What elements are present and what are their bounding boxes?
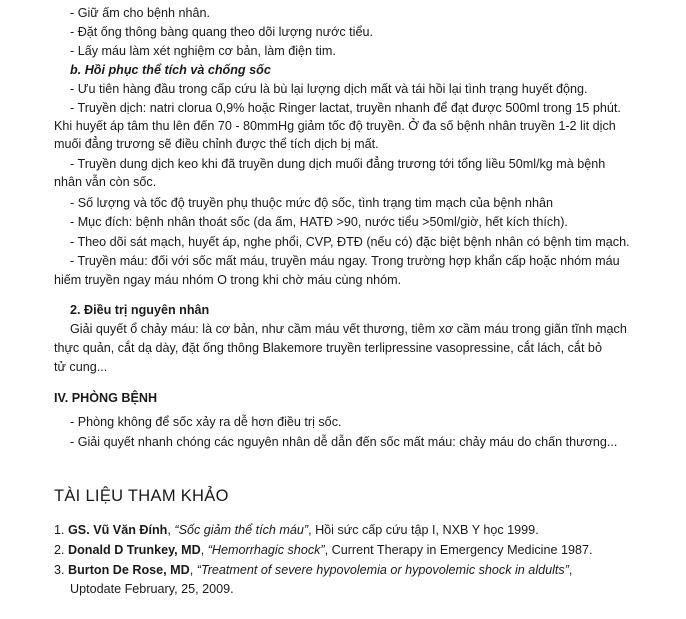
reference-number: 1.	[54, 523, 65, 537]
para-cause-line2: thực quản, cắt dạ dày, đặt ống thông Blakemore truyền terlipressine vasopressine, cắt lách, cắt bỏ	[54, 341, 602, 355]
reference-source: , Current Therapy in Emergency Medicine 1987.	[324, 543, 593, 557]
para-colloid-line2: nhân vẫn còn sốc.	[54, 175, 157, 189]
reference-item-3-line2: Uptodate February, 25, 2009.	[70, 582, 234, 596]
para-colloid-line1: - Truyền dung dịch keo khi đã truyền dung dịch muối đẳng trương tới tổng liều 50ml/kg mà bệnh	[70, 157, 606, 171]
reference-author: Donald D Trunkey, MD	[68, 543, 201, 557]
reference-separator: ,	[167, 523, 175, 537]
reference-separator: ,	[200, 543, 208, 557]
reference-item-3	[54, 563, 572, 578]
heading-section-b: b. Hồi phục thể tích và chống sốc	[70, 63, 271, 77]
reference-author: GS. Vũ Văn Đính	[68, 523, 168, 537]
bullet-blood-test: - Lấy máu làm xét nghiệm cơ bản, làm điện tim.	[70, 44, 336, 58]
para-infusion-line3: muối đẳng trương sẽ điều chỉnh được thể tích dịch bị mất.	[54, 137, 379, 151]
reference-title: “Hemorrhagic shock”	[207, 543, 325, 557]
bullet-keep-warm: - Giữ ấm cho bệnh nhân.	[70, 6, 211, 20]
reference-title: “Treatment of severe hypovolemia or hypovolemic shock in aldults”	[196, 563, 569, 577]
para-goal: - Mục đích: bệnh nhân thoát sốc (da ấm, HATĐ >90, nước tiểu >50ml/giờ, hết kích thích).	[70, 215, 568, 229]
reference-source: ,	[568, 563, 573, 577]
para-prevention-line2: - Giải quyết nhanh chóng các nguyên nhân dễ dẫn đến sốc mất máu: chảy máu do chấn thương...	[70, 435, 618, 449]
para-infusion-line1: - Truyền dịch: natri clorua 0,9% hoặc Ringer lactat, truyền nhanh để đạt được 500ml trong 15 phút.	[70, 101, 621, 115]
reference-source: , Hồi sức cấp cứu tập I, NXB Y học 1999.	[308, 523, 539, 537]
para-infusion-line2: Khi huyết áp tâm thu lên đến 70 - 80mmHg giảm tốc độ truyền. Ở đa số bệnh nhân truyền 1-2 lit dịch	[54, 119, 616, 133]
para-cause-line1: Giải quyết ổ chảy máu: là cơ bản, như cầm máu vết thương, tiêm xơ cầm máu trong giãn tĩnh mạch	[70, 322, 627, 336]
reference-author: Burton De Rose, MD	[68, 563, 190, 577]
heading-section-2: 2. Điều trị nguyên nhân	[70, 303, 210, 317]
para-transfusion-line2: hiếm truyền ngay máu nhóm O trong khi chờ máu cùng nhóm.	[54, 273, 402, 287]
para-rate: - Số lượng và tốc độ truyền phụ thuộc mức độ sốc, tình trạng tim mạch của bệnh nhân	[70, 196, 553, 210]
para-priority: - Ưu tiên hàng đầu trong cấp cứu là bù lại lượng dịch mất và tái hồi lại tình trạng huyết động.	[70, 82, 588, 96]
reference-item-2	[54, 543, 592, 558]
para-monitor: - Theo dõi sát mạch, huyết áp, nghe phổi, CVP, ĐTĐ (nếu có) đặc biệt bệnh nhân có bệnh tim mạch.	[70, 235, 630, 249]
heading-section-iv: IV. PHÒNG BỆNH	[54, 391, 158, 405]
para-cause-line3: tử cung...	[54, 360, 108, 374]
reference-title: “Sốc giảm thể tích máu”	[174, 523, 309, 537]
reference-number: 3.	[54, 563, 65, 577]
bullet-bladder-catheter: - Đặt ống thông bàng quang theo dõi lượng nước tiểu.	[70, 25, 373, 39]
reference-item-1	[54, 523, 539, 538]
references-title: TÀI LIỆU THAM KHẢO	[54, 487, 229, 505]
reference-separator: ,	[189, 563, 197, 577]
para-prevention-line1: - Phòng không để sốc xảy ra dễ hơn điều trị sốc.	[70, 415, 342, 429]
reference-number: 2.	[54, 543, 65, 557]
para-transfusion-line1: - Truyền máu: đối với sốc mất máu, truyền máu ngay. Trong trường hợp khẩn cấp hoặc nhóm máu	[70, 254, 620, 268]
